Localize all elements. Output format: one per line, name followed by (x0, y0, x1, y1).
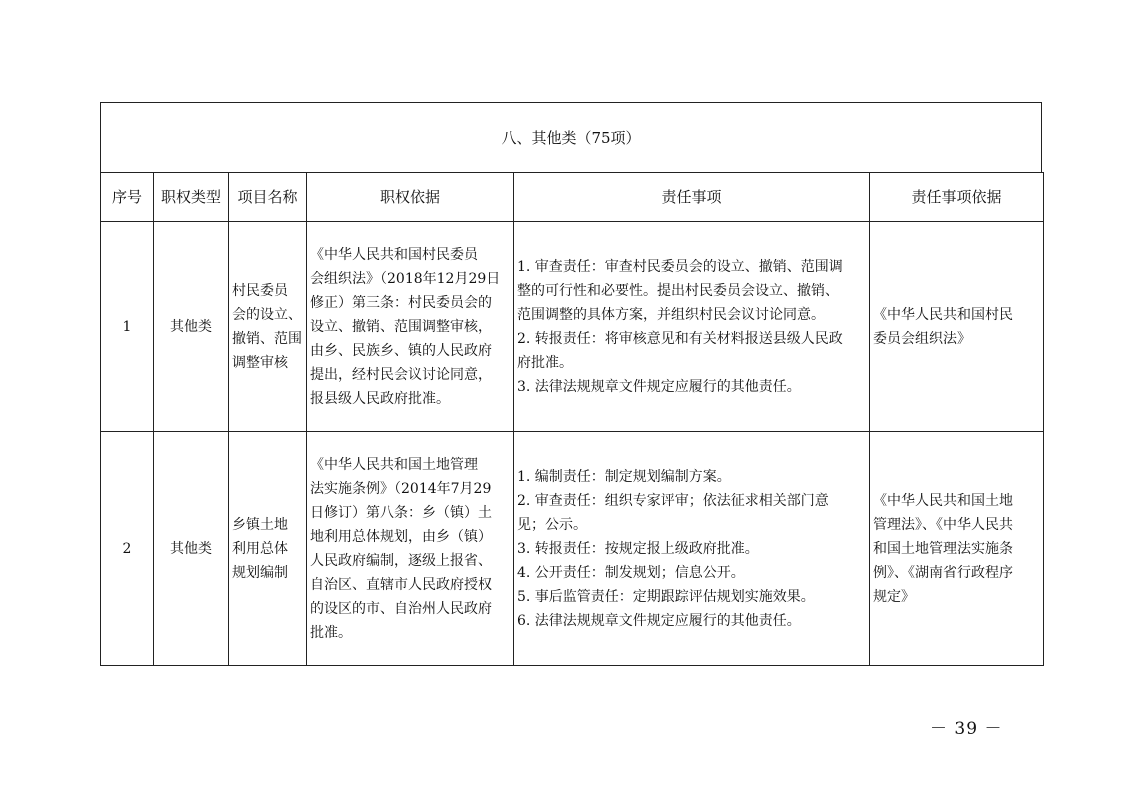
row-duty-basis: 《中华人民共和国土地 管理法》、《中华人民共 和国土地管理法实施条 例》、《湖南省行政程序 规定》 (870, 432, 1044, 666)
column-header-name: 项目名称 (229, 173, 307, 222)
column-header-type: 职权类型 (154, 173, 229, 222)
row-power-type: 其他类 (154, 222, 229, 432)
row-power-basis: 《中华人民共和国村民委员 会组织法》（2018年12月29日 修正）第三条：村民委员会的 设立、撤销、范围调整审核， 由乡、民族乡、镇的人民政府 提出，经村民会议讨论同意， 报县级人民政府批准。 (307, 222, 514, 432)
row-item-name: 村民委员 会的设立、 撤销、范围 调整审核 (229, 222, 307, 432)
table-row (101, 432, 1044, 666)
column-header-duty-basis: 责任事项依据 (870, 173, 1044, 222)
row-duties: 1. 编制责任：制定规划编制方案。 2. 审查责任：组织专家评审；依法征求相关部门意 见；公示。 3. 转报责任：按规定报上级政府批准。 4. 公开责任：制发规划；信息公开。 5. 事后监管责任：定期跟踪评估规划实施效果。 6. 法律法规规章文件规定应履行的其他责任。 (514, 432, 870, 666)
section-title: 八、其他类（75项） (501, 129, 641, 147)
row-number: 1 (101, 222, 154, 432)
responsibility-table (100, 172, 1044, 666)
column-header-duties: 责任事项 (514, 173, 870, 222)
row-duty-basis: 《中华人民共和国村民 委员会组织法》 (870, 222, 1044, 432)
table-row (101, 222, 1044, 432)
table-header-row (101, 173, 1044, 222)
section-title-box (100, 102, 1042, 172)
row-duties: 1. 审查责任：审查村民委员会的设立、撤销、范围调 整的可行性和必要性。提出村民委员会设立、撤销、 范围调整的具体方案，并组织村民会议讨论同意。 2. 转报责任：将审核意见和有关材料报送县级人民政 府批准。 3. 法律法规规章文件规定应履行的其他责任。 (514, 222, 870, 432)
column-header-no: 序号 (101, 173, 154, 222)
row-power-type: 其他类 (154, 432, 229, 666)
column-header-basis: 职权依据 (307, 173, 514, 222)
row-item-name: 乡镇土地 利用总体 规划编制 (229, 432, 307, 666)
row-number: 2 (101, 432, 154, 666)
page-number: － 39 － (930, 719, 1003, 739)
row-power-basis: 《中华人民共和国土地管理 法实施条例》（2014年7月29 日修订）第八条：乡（镇）土 地利用总体规划，由乡（镇） 人民政府编制，逐级上报省、 自治区、直辖市人民政府授权 的设区的市、自治州人民政府 批准。 (307, 432, 514, 666)
